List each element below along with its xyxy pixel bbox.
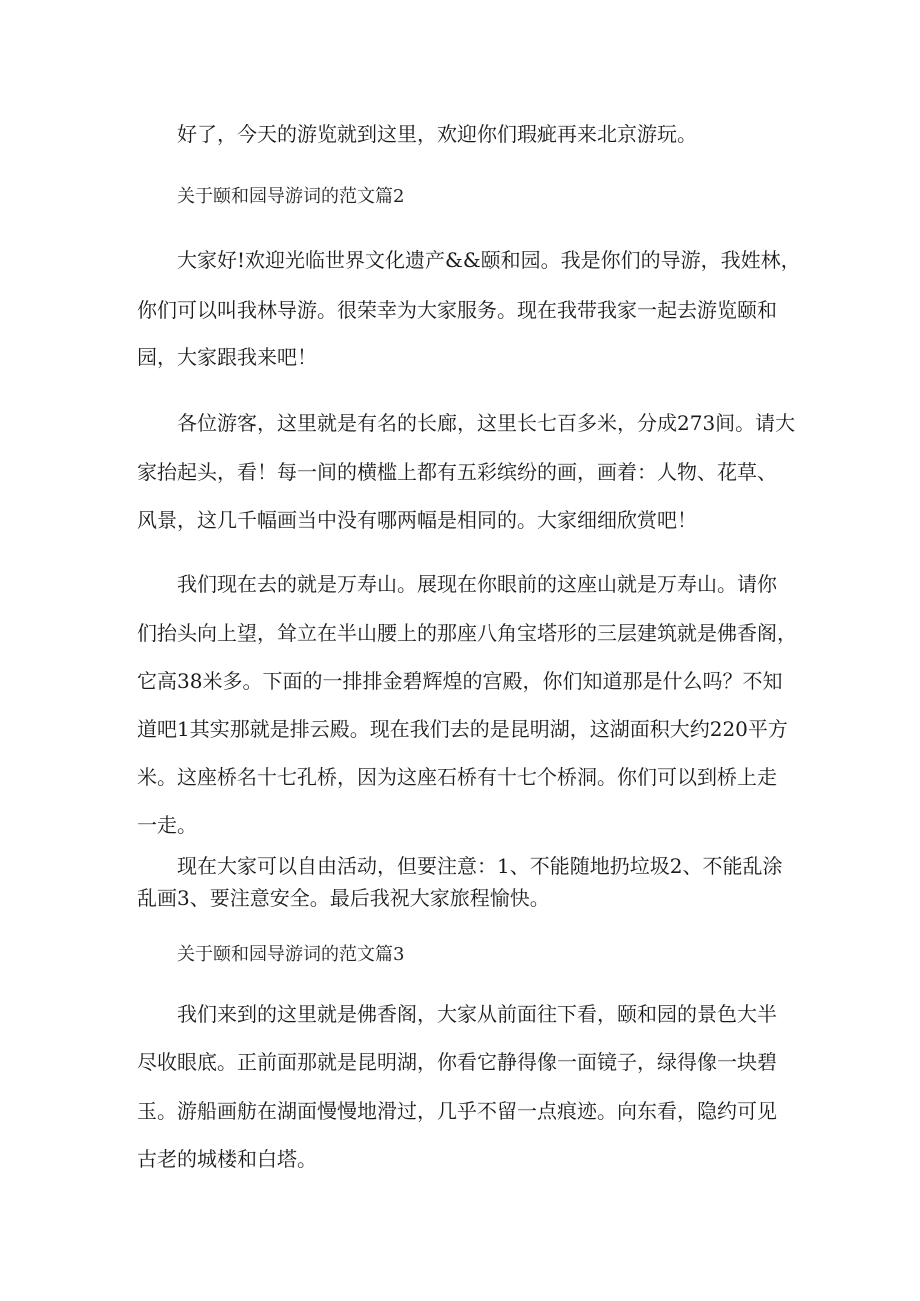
paragraph-line: 它高38米多。下面的一排排金碧辉煌的宫殿，你们知道那是什么吗？不知 xyxy=(137,669,783,693)
paragraph-line: 乱画3、要注意安全。最后我祝大家旅程愉快。 xyxy=(137,886,550,910)
paragraph-line: 现在大家可以自由活动，但要注意：1、不能随地扔垃圾2、不能乱涂 xyxy=(177,854,783,878)
paragraph-line: 玉。游船画舫在湖面慢慢地滑过，几乎不留一点痕迹。向东看，隐约可见 xyxy=(137,1099,777,1123)
paragraph-line: 道吧1其实那就是排云殿。现在我们去的是昆明湖，这湖面积大约220平方 xyxy=(137,717,788,741)
paragraph-line: 你们可以叫我林导游。很荣幸为大家服务。现在我带我家一起去游览颐和 xyxy=(137,298,777,322)
paragraph-line: 我们现在去的就是万寿山。展现在你眼前的这座山就是万寿山。请你 xyxy=(177,572,777,596)
paragraph-line: 古老的城楼和白塔。 xyxy=(137,1147,317,1171)
paragraph-line: 家抬起头，看！每一间的横槛上都有五彩缤纷的画，画着：人物、花草、 xyxy=(137,460,777,484)
paragraph-line: 我们来到的这里就是佛香阁，大家从前面往下看，颐和园的景色大半 xyxy=(177,1002,777,1026)
paragraph-line: 好了，今天的游览就到这里，欢迎你们瑕疵再来北京游玩。 xyxy=(177,122,697,146)
paragraph-line: 一走。 xyxy=(137,813,197,837)
paragraph-line: 尽收眼底。正前面那就是昆明湖，你看它静得像一面镜子，绿得像一块碧 xyxy=(137,1050,777,1074)
paragraph-line: 风景，这几千幅画当中没有哪两幅是相同的。大家细细欣赏吧！ xyxy=(137,508,697,532)
paragraph-line: 们抬头向上望，耸立在半山腰上的那座八角宝塔形的三层建筑就是佛香阁， xyxy=(137,621,797,645)
section-heading: 关于颐和园导游词的范文篇2 xyxy=(177,186,405,207)
paragraph-line: 各位游客，这里就是有名的长廊，这里长七百多米，分成273间。请大 xyxy=(177,411,796,435)
paragraph-line: 米。这座桥名十七孔桥，因为这座石桥有十七个桥洞。你们可以到桥上走 xyxy=(137,765,777,789)
paragraph-line: 园，大家跟我来吧！ xyxy=(137,345,317,369)
paragraph-line: 大家好!欢迎光临世界文化遗产&&颐和园。我是你们的导游，我姓林， xyxy=(177,248,801,272)
section-heading: 关于颐和园导游词的范文篇3 xyxy=(177,944,405,965)
